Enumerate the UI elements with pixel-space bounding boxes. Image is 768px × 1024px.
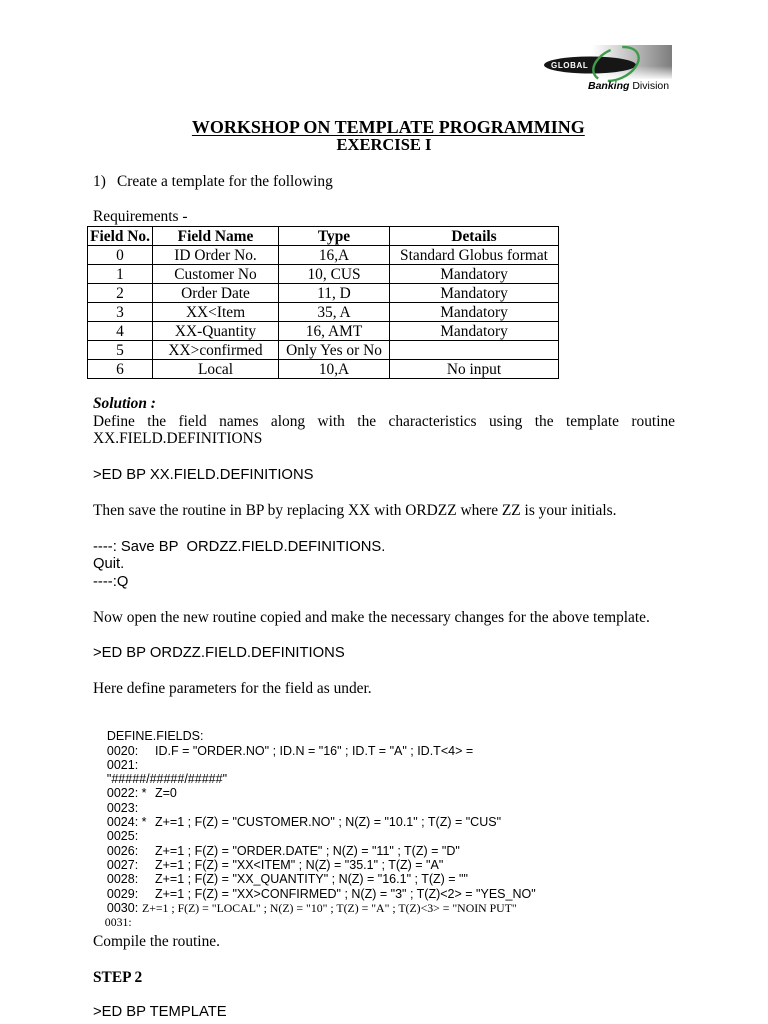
cell-field-no: 0 xyxy=(88,246,153,265)
command-edit-template-routine: >ED BP XX.FIELD.DEFINITIONS xyxy=(93,467,314,483)
code-line-label: 0025: xyxy=(106,829,139,844)
code-line xyxy=(93,743,733,772)
column-header-field-no: Field No. xyxy=(88,227,153,246)
code-line xyxy=(93,758,733,787)
table-row xyxy=(88,322,559,341)
table-row xyxy=(88,246,559,265)
code-line-label: 0022: * xyxy=(106,786,147,801)
column-header-field-name: Field Name xyxy=(153,227,279,246)
requirements-label: Requirements - xyxy=(93,208,188,225)
save-instruction: Then save the routine in BP by replacing XX with ORDZZ where ZZ is your initials. xyxy=(93,502,617,519)
cell-field-name: ID Order No. xyxy=(153,246,279,265)
cell-field-no: 6 xyxy=(88,360,153,379)
cell-details: Standard Globus format xyxy=(390,246,559,265)
document-title xyxy=(0,97,768,137)
cell-field-no: 5 xyxy=(88,341,153,360)
table-row xyxy=(88,265,559,284)
requirements-table xyxy=(87,226,559,379)
code-line-text: Z+=1 ; F(Z) = "ORDER.DATE" ; N(Z) = "11" ; T(Z) = "D" xyxy=(155,843,460,858)
code-line-label: 0024: * xyxy=(106,815,147,830)
exercise-heading: EXERCISE I xyxy=(336,135,432,154)
cell-field-name: Order Date xyxy=(153,284,279,303)
code-line-label: 0027: xyxy=(106,857,139,872)
cell-field-name: XX<Item xyxy=(153,303,279,322)
quit-prompt: ----:Q xyxy=(93,574,129,590)
cell-type: 10, CUS xyxy=(279,265,390,284)
cell-type: Only Yes or No xyxy=(279,341,390,360)
code-line-text: Z+=1 ; F(Z) = "XX_QUANTITY" ; N(Z) = "16.1" ; T(Z) = "" xyxy=(155,872,468,887)
code-line-text: Z+=1 ; F(Z) = "CUSTOMER.NO" ; N(Z) = "10.1" ; T(Z) = "CUS" xyxy=(155,815,502,830)
column-header-type: Type xyxy=(279,227,390,246)
compile-instruction: Compile the routine. xyxy=(93,933,220,950)
command-edit-template: >ED BP TEMPLATE xyxy=(93,1004,227,1020)
cell-field-no: 1 xyxy=(88,265,153,284)
code-line-text: Z+=1 ; F(Z) = "LOCAL" ; N(Z) = "10" ; T(Z) = "A" ; T(Z)<3> = "NOIN PUT" xyxy=(142,900,517,915)
solution-label: Solution : xyxy=(93,395,156,412)
cell-details xyxy=(390,341,559,360)
step-2-heading: STEP 2 xyxy=(93,969,143,986)
task-number: 1) xyxy=(93,173,106,190)
code-line-label: 0028: xyxy=(106,872,139,887)
cell-type: 16, AMT xyxy=(279,322,390,341)
cell-field-name: XX-Quantity xyxy=(153,322,279,341)
table-row xyxy=(88,360,559,379)
code-line xyxy=(93,715,733,744)
open-instruction: Now open the new routine copied and make the necessary changes for the above template. xyxy=(93,609,650,626)
cell-type: 10,A xyxy=(279,360,390,379)
code-line-label: 0026: xyxy=(106,843,139,858)
code-listing xyxy=(93,715,733,930)
code-line-label: 0020: xyxy=(106,743,139,758)
define-instruction: Here define parameters for the field as under. xyxy=(93,680,372,697)
code-line-label: DEFINE.FIELDS: xyxy=(106,729,204,744)
document-title-text: WORKSHOP ON TEMPLATE PROGRAMMING xyxy=(191,117,585,137)
code-line-label: 0030: xyxy=(106,900,139,915)
cell-field-no: 3 xyxy=(88,303,153,322)
cell-details: Mandatory xyxy=(390,322,559,341)
cell-type: 16,A xyxy=(279,246,390,265)
cell-details: Mandatory xyxy=(390,303,559,322)
logo-brand-text: GLOBAL xyxy=(551,61,589,70)
column-header-details: Details xyxy=(390,227,559,246)
task-text: Create a template for the following xyxy=(117,173,333,190)
logo-division-bold: Banking xyxy=(588,80,630,92)
cell-details: No input xyxy=(390,360,559,379)
code-line-label: 0023: xyxy=(106,800,139,815)
code-line-label: "#####/#####/#####" xyxy=(106,772,228,787)
code-line-text: Z=0 xyxy=(155,786,177,801)
cell-field-no: 2 xyxy=(88,284,153,303)
code-line-text: ID.F = "ORDER.NO" ; ID.N = "16" ; ID.T = "A" ; ID.T<4> = xyxy=(155,743,474,758)
solution-intro-paragraph: Define the field names along with the characteristics using the template routine XX.FIELD.DEFINITIONS xyxy=(93,413,675,447)
cell-details: Mandatory xyxy=(390,284,559,303)
cell-type: 11, D xyxy=(279,284,390,303)
table-row xyxy=(88,341,559,360)
code-line-label: 0029: xyxy=(106,886,139,901)
code-line-text: Z+=1 ; F(Z) = "XX<ITEM" ; N(Z) = "35.1" ; T(Z) = "A" xyxy=(155,857,444,872)
code-line-label: 0021: xyxy=(106,757,139,772)
code-line xyxy=(93,815,733,844)
command-edit-new-routine: >ED BP ORDZZ.FIELD.DEFINITIONS xyxy=(93,645,345,661)
logo-division-text xyxy=(588,80,669,92)
code-line-text: Z+=1 ; F(Z) = "XX>CONFIRMED" ; N(Z) = "3" ; T(Z)<2> = "YES_NO" xyxy=(155,886,536,901)
company-logo xyxy=(540,44,672,92)
cell-field-name: Customer No xyxy=(153,265,279,284)
cell-field-no: 4 xyxy=(88,322,153,341)
cell-details: Mandatory xyxy=(390,265,559,284)
code-line xyxy=(93,786,733,815)
code-line-label: 0031: xyxy=(104,915,132,930)
logo-division-regular: Division xyxy=(632,80,670,92)
code-line xyxy=(93,900,733,930)
quit-text: Quit. xyxy=(93,556,125,572)
table-row xyxy=(88,303,559,322)
table-header-row xyxy=(88,227,559,246)
save-prompt: ----: Save BP ORDZZ.FIELD.DEFINITIONS. xyxy=(93,539,386,555)
cell-field-name: Local xyxy=(153,360,279,379)
cell-field-name: XX>confirmed xyxy=(153,341,279,360)
cell-type: 35, A xyxy=(279,303,390,322)
table-row xyxy=(88,284,559,303)
